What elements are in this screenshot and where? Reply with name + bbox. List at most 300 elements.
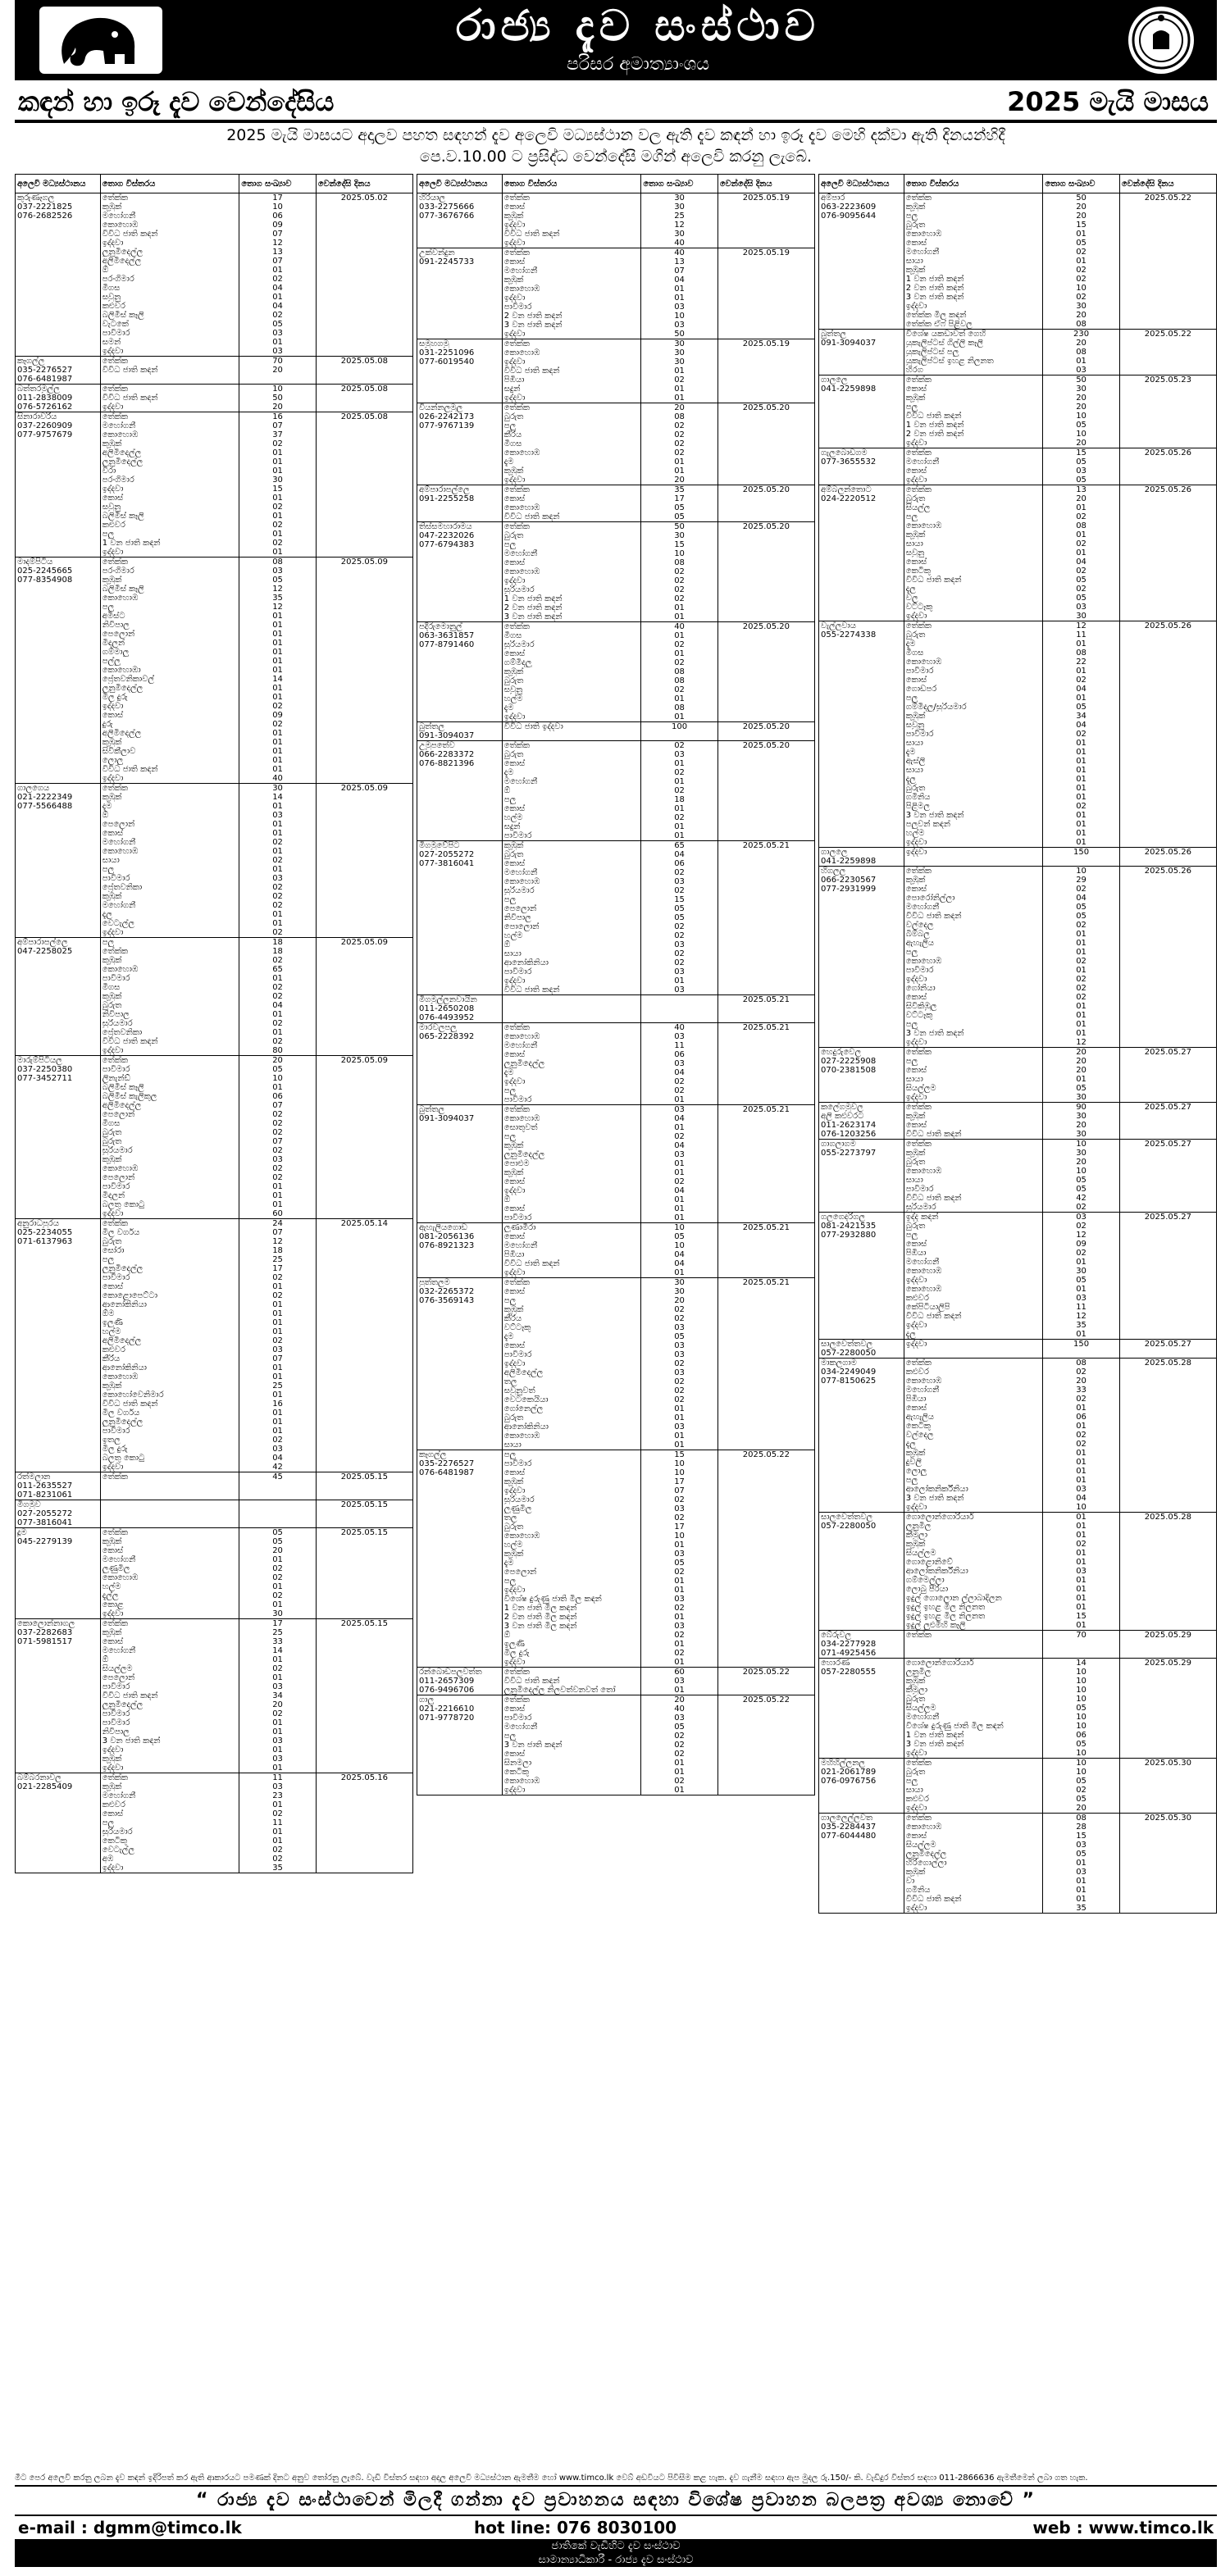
depot-cell [16,485,101,494]
depot-cell: සමුහගමු [417,339,503,349]
quantity-cell: 12 [1043,621,1120,631]
auction-date-cell [1119,320,1216,330]
depot-cell [819,1176,904,1185]
quantity-cell: 30 [239,476,317,485]
stock-cell [502,731,641,741]
stock-cell: ලුනුමිදෙල්ල [100,248,239,257]
quantity-cell: 02 [239,1110,317,1119]
stock-cell: 1 වන ජාති කඳන් [100,539,239,548]
auction-date-cell [316,793,412,802]
table-row [16,476,413,485]
depot-cell [417,985,503,995]
auction-date-cell [1119,1540,1216,1549]
stock-cell: ඉද්දවා [502,239,641,248]
stock-cell: කොස් [100,829,239,838]
table-row [16,1664,413,1673]
auction-date-cell [316,1074,412,1083]
auction-date-cell [316,311,412,320]
auction-date-cell [316,1454,412,1463]
stock-cell: කොස් [502,1750,641,1759]
quantity-cell: 01 [1043,1886,1120,1895]
auction-date-cell: 2025.05.30 [1119,1759,1216,1768]
quantity-cell: 24 [239,1219,317,1229]
quantity-cell: 01 [641,777,718,786]
depot-cell [819,1740,904,1749]
stock-cell: කුඹුක් [904,1149,1043,1158]
auction-date-cell [1119,1612,1216,1621]
stock-cell: සායා [904,739,1043,748]
auction-date-cell: 2025.05.22 [1119,193,1216,203]
table-row [819,1330,1217,1340]
stock-cell: ඉද්දවා [502,1658,641,1668]
stock-cell: කීරිය [100,1354,239,1363]
auction-date-cell [718,284,814,294]
depot-cell [819,1503,904,1513]
website-link[interactable]: web : www.timco.lk [1032,2518,1214,2537]
quantity-cell: 02 [641,741,718,751]
depot-cell: 076-8921323 [417,1241,503,1250]
depot-cell [417,1550,503,1559]
depot-cell: හොරණ [819,1659,904,1668]
table-row [417,576,815,585]
depot-cell: 021-2285409 [16,1782,101,1791]
quantity-cell: 01 [1043,1585,1120,1594]
auction-date-cell [1119,930,1216,939]
depot-cell [819,784,904,793]
ministry-subtitle: පරිසර අමාත්‍යාංශය [566,54,710,75]
depot-cell [417,1604,503,1613]
stock-cell [904,1349,1043,1359]
depot-cell: 071-9778720 [417,1714,503,1723]
table-row [16,1092,413,1101]
quantity-cell: 01 [239,1200,317,1209]
quantity-cell: 40 [641,1023,718,1033]
quantity-cell: 03 [641,750,718,759]
auction-date-cell [316,1673,412,1682]
quantity-cell: 02 [641,949,718,958]
auction-date-cell: 2025.05.08 [316,385,412,394]
quantity-cell: 02 [239,1336,317,1345]
stock-cell: කොස් [904,467,1043,476]
quantity-cell: 05 [1043,912,1120,921]
auction-date-cell: 2025.05.22 [718,1450,814,1460]
table-row [16,1001,413,1010]
table-row [417,430,815,439]
depot-cell: 057-2280050 [819,1522,904,1531]
table-row [819,1621,1217,1631]
auction-date-cell [718,1204,814,1213]
stock-cell: කොස් [502,1468,641,1477]
stock-cell: සියල්ලම [100,1664,239,1673]
depot-cell [417,1522,503,1531]
stock-cell: ඉද්දවා [502,294,641,303]
table-row [16,992,413,1001]
quantity-cell: 01 [1043,639,1120,649]
auction-date-cell [718,439,814,448]
quantity-cell: 01 [641,976,718,985]
auction-date-cell [1119,1194,1216,1203]
quantity-cell: 01 [1043,503,1120,512]
table-row [16,1056,413,1066]
quantity-cell: 35 [239,1864,317,1873]
email-link[interactable]: e-mail : dgmm@timco.lk [18,2518,242,2537]
auction-date-cell [718,922,814,931]
depot-cell [16,1327,101,1336]
auction-date-cell [718,448,814,457]
quantity-cell: 01 [239,448,317,457]
auction-date-cell [718,1677,814,1686]
stock-cell: ආනෝකිනියා [100,1300,239,1309]
quantity-cell: 02 [641,1359,718,1368]
auction-date-cell [316,1818,412,1827]
stock-cell: සුරියමාර [100,1146,239,1155]
stock-cell [100,1500,239,1510]
stock-cell: ඉද්දවා [100,548,239,558]
quantity-cell: 01 [1043,930,1120,939]
stock-cell: කොහොඹ [100,221,239,230]
depot-cell [819,748,904,757]
stock-cell: සායා [502,1440,641,1450]
depot-cell [16,1264,101,1273]
quantity-cell: 03 [1043,467,1120,476]
table-row [417,831,815,841]
stock-cell: පලු [502,421,641,430]
stock-cell: කුඹුක් [904,394,1043,403]
auction-date-cell [718,1141,814,1150]
auction-date-cell [1119,775,1216,784]
table-row [819,1659,1217,1668]
table-row [16,1255,413,1264]
depot-cell [819,1093,904,1103]
auction-date-cell [316,1137,412,1146]
depot-cell [819,1886,904,1895]
table-row [16,720,413,729]
auction-date-cell [718,731,814,741]
auction-date-cell [316,1390,412,1400]
table-row [417,904,815,913]
quantity-cell: 05 [1043,476,1120,485]
auction-date-cell [718,931,814,940]
quantity-cell: 04 [641,1114,718,1123]
stock-cell: 2 වන ජාති කඳන් [904,430,1043,439]
quantity-cell: 10 [239,1074,317,1083]
depot-cell: 076-8821396 [417,759,503,768]
quantity-cell: 10 [1043,1722,1120,1731]
stock-cell: ගම්මිදලු [502,658,641,667]
table-row [819,885,1217,894]
table-row [819,848,1217,858]
stock-cell: තේක්ක [904,193,1043,203]
stock-cell: කොහොඹ [100,594,239,603]
auction-date-cell [316,612,412,621]
stock-cell: ඉද්දවා [502,1077,641,1086]
quantity-cell: 02 [239,1019,317,1028]
auction-date-cell [718,1123,814,1132]
depot-cell [417,1341,503,1350]
table-row [417,913,815,922]
auction-date-cell [718,1577,814,1586]
depot-cell [819,221,904,230]
table-row [16,657,413,666]
quantity-cell: 02 [1043,1203,1120,1213]
stock-cell: බලිමීස් කෑලි [100,311,239,320]
depot-cell [16,1119,101,1128]
stock-cell: පාවිමාර [502,1350,641,1359]
depot-cell: 077-3816041 [417,859,503,868]
stock-cell: සෝරා [100,1246,239,1255]
auction-date-cell [316,1092,412,1101]
auction-date-cell [718,1531,814,1541]
depot-cell: 070-2381508 [819,1066,904,1075]
quantity-cell: 01 [239,756,317,765]
stock-cell: පලු [502,1577,641,1586]
table-row [417,667,815,676]
table-row [16,467,413,476]
depot-cell [417,1368,503,1377]
stock-cell: දැම [502,703,641,712]
stock-cell: මහෝගනී [502,1041,641,1050]
depot-cell [16,1128,101,1137]
depot-cell: වැල්ලවාය [819,621,904,631]
stock-cell: වෙටැල්ල [100,919,239,928]
depot-cell [16,1354,101,1363]
stock-cell: කොහොඹ [502,284,641,294]
table-row [417,1013,815,1023]
depot-cell [417,949,503,958]
stock-cell: 3 වන ජාති කඳන් [904,811,1043,820]
depot-cell [819,676,904,685]
depot-cell [16,248,101,257]
stock-cell: කුඹුක් [100,1537,239,1546]
stock-cell: දැම [502,768,641,777]
auction-date-cell [1119,1768,1216,1777]
stock-cell: 3 වන ජාති කඳන් [502,612,641,622]
table-row [16,203,413,212]
quantity-cell: 90 [1043,1103,1120,1113]
quantity-cell: 01 [239,802,317,811]
quantity-cell: 01 [1043,1476,1120,1485]
stock-cell: 3 වන ජාති කඳන් [100,1736,239,1745]
depot-cell: 037-2250380 [16,1065,101,1074]
intro-line-1: 2025 මැයි මාසයට අදාලව පහත සඳහන් දැව අලෙවි මධ්‍යස්ථාන වල ඇති දැව කඳන් හා ඉරූ දැව මෙහි දක්වා ඇති දිනයන්හිදී [226,126,1005,144]
stock-cell: මීගස [904,649,1043,658]
stock-cell: කොස් [502,649,641,658]
depot-cell [16,512,101,521]
table-row [417,1114,815,1123]
auction-date-cell: 2025.05.09 [316,558,412,567]
auction-date-cell: 2025.05.09 [316,1056,412,1066]
quantity-cell: 12 [641,221,718,230]
stock-cell [100,1491,239,1500]
auction-date-cell [1119,676,1216,685]
auction-date-cell [1119,339,1216,348]
quantity-cell: 01 [239,829,317,838]
stock-cell: කොහොඹ [502,448,641,457]
stock-cell: 3 වන ජාති කඳන් [502,1741,641,1750]
stock-cell: ලුනුමිදෙල්ල [502,1059,641,1068]
auction-date-cell [316,521,412,530]
auction-date-cell [1119,284,1216,293]
quantity-cell: 20 [1043,339,1120,348]
quantity-cell: 02 [641,768,718,777]
stock-cell: පලු [502,540,641,549]
auction-date-cell [1119,1522,1216,1531]
depot-cell [819,1795,904,1804]
depot-cell [16,1273,101,1282]
quantity-cell: 05 [641,512,718,522]
stock-cell: ඉද්දවා [904,1749,1043,1759]
auction-date-cell [718,1077,814,1086]
stock-cell: වීරා [100,467,239,476]
auction-date-cell [1119,1185,1216,1194]
footer-bottom-line-1: ජාතිකේ වැඩිහිට දැව සංස්ථාව [551,2540,681,2552]
quantity-cell: 01 [1043,939,1120,948]
stock-cell [904,857,1043,867]
quantity-cell: 35 [1043,1321,1120,1330]
stock-cell: කොස් [904,1240,1043,1249]
quantity-cell: 10 [1043,1677,1120,1686]
depot-cell: 025-2245665 [16,567,101,576]
auction-date-cell [1119,1084,1216,1093]
quantity-cell: 01 [239,1427,317,1436]
quantity-cell: 05 [641,913,718,922]
depot-cell [417,1150,503,1159]
table-row [819,957,1217,966]
depot-cell: 077-6019540 [417,357,503,366]
depot-cell [16,1818,101,1827]
table-row [16,1818,413,1827]
table-row [819,1340,1217,1349]
table-row [819,1814,1217,1823]
stock-cell: සොතුවත් [502,1123,641,1132]
auction-date-cell [1119,1349,1216,1359]
auction-date-cell [316,1481,412,1491]
quantity-cell [239,1481,317,1491]
depot-cell [16,1092,101,1101]
table-row [819,357,1217,366]
table-row [819,320,1217,330]
table-row [417,1213,815,1223]
auction-date-cell [1119,1603,1216,1612]
auction-date-cell [718,1595,814,1604]
table-row [16,311,413,320]
depot-cell [417,567,503,576]
stock-cell: බලිමීස් කෑලි [100,585,239,594]
stock-cell: සායා [904,766,1043,775]
stock-cell: ඉද්දවා [502,1186,641,1195]
stock-cell [100,1481,239,1491]
auction-date-cell [718,1095,814,1105]
quantity-cell: 10 [1043,430,1120,439]
depot-cell [819,757,904,766]
stock-cell: මහෝගනී [904,903,1043,912]
depot-cell [417,1577,503,1586]
depot-cell [819,1158,904,1167]
depot-cell [819,439,904,448]
stock-cell: දැම [904,748,1043,757]
table-row [417,366,815,375]
stock-cell: දැල්ල [100,1591,239,1600]
auction-date-cell [316,320,412,329]
depot-cell [16,1864,101,1873]
table-row [16,302,413,311]
depot-cell [417,1658,503,1668]
auction-date-cell [718,1323,814,1332]
stock-cell: කුඹුක් [904,1112,1043,1121]
depot-cell: 077-5566488 [16,802,101,811]
table-row [819,703,1217,712]
table-row [417,1059,815,1068]
table-row [819,1121,1217,1130]
auction-date-cell [1119,667,1216,676]
auction-date-cell [718,1732,814,1741]
quantity-cell: 01 [641,1440,718,1450]
table-row [16,1427,413,1436]
auction-date-cell [316,1119,412,1128]
table-row [417,1732,815,1741]
stock-cell: පලු [100,603,239,612]
auction-date-cell [316,947,412,956]
quantity-cell: 01 [641,385,718,394]
depot-cell [16,1718,101,1727]
table-row [819,766,1217,775]
stock-cell: ඉද්දවා [100,1745,239,1755]
table-row [16,430,413,439]
depot-cell [417,712,503,722]
stock-cell: ඉද්දවා [904,848,1043,858]
stock-cell: වට්ටෑකු [502,1323,641,1332]
table-row [819,649,1217,658]
depot-cell [819,594,904,603]
depot-cell [16,928,101,938]
depot-cell [819,1267,904,1276]
table-row [16,1472,413,1482]
depot-cell [819,257,904,266]
stock-cell: කුඹුක් [100,576,239,585]
auction-date-cell [1119,820,1216,829]
table-row [16,1646,413,1655]
auction-date-cell [316,439,412,448]
stock-cell: කුඹුක් [100,738,239,747]
table-row [819,939,1217,948]
auction-date-cell [1119,802,1216,811]
quantity-cell: 01 [1043,1029,1120,1038]
quantity-cell: 04 [641,1068,718,1077]
stock-cell: කොහොඹ [904,1167,1043,1176]
table-row [16,612,413,621]
quantity-cell: 02 [641,1604,718,1613]
stock-cell: සිවිකීලාව [100,747,239,756]
auction-date-cell [1119,1804,1216,1814]
table-row [417,1495,815,1504]
table-row [417,1332,815,1341]
depot-cell [417,1250,503,1259]
quantity-cell: 02 [641,640,718,649]
depot-cell [417,877,503,886]
stock-cell: ඉද්දවා [502,1586,641,1595]
quantity-cell: 02 [641,886,718,895]
table-row [417,877,815,886]
stock-cell: කොස් [502,1204,641,1213]
depot-cell [16,1255,101,1264]
quantity-cell: 02 [239,1128,317,1137]
quantity-cell: 09 [239,711,317,720]
stock-cell: හල්ම [502,694,641,703]
depot-cell [16,747,101,756]
quantity-cell: 02 [1043,275,1120,284]
depot-cell [819,694,904,703]
quantity-cell: 02 [1043,293,1120,302]
